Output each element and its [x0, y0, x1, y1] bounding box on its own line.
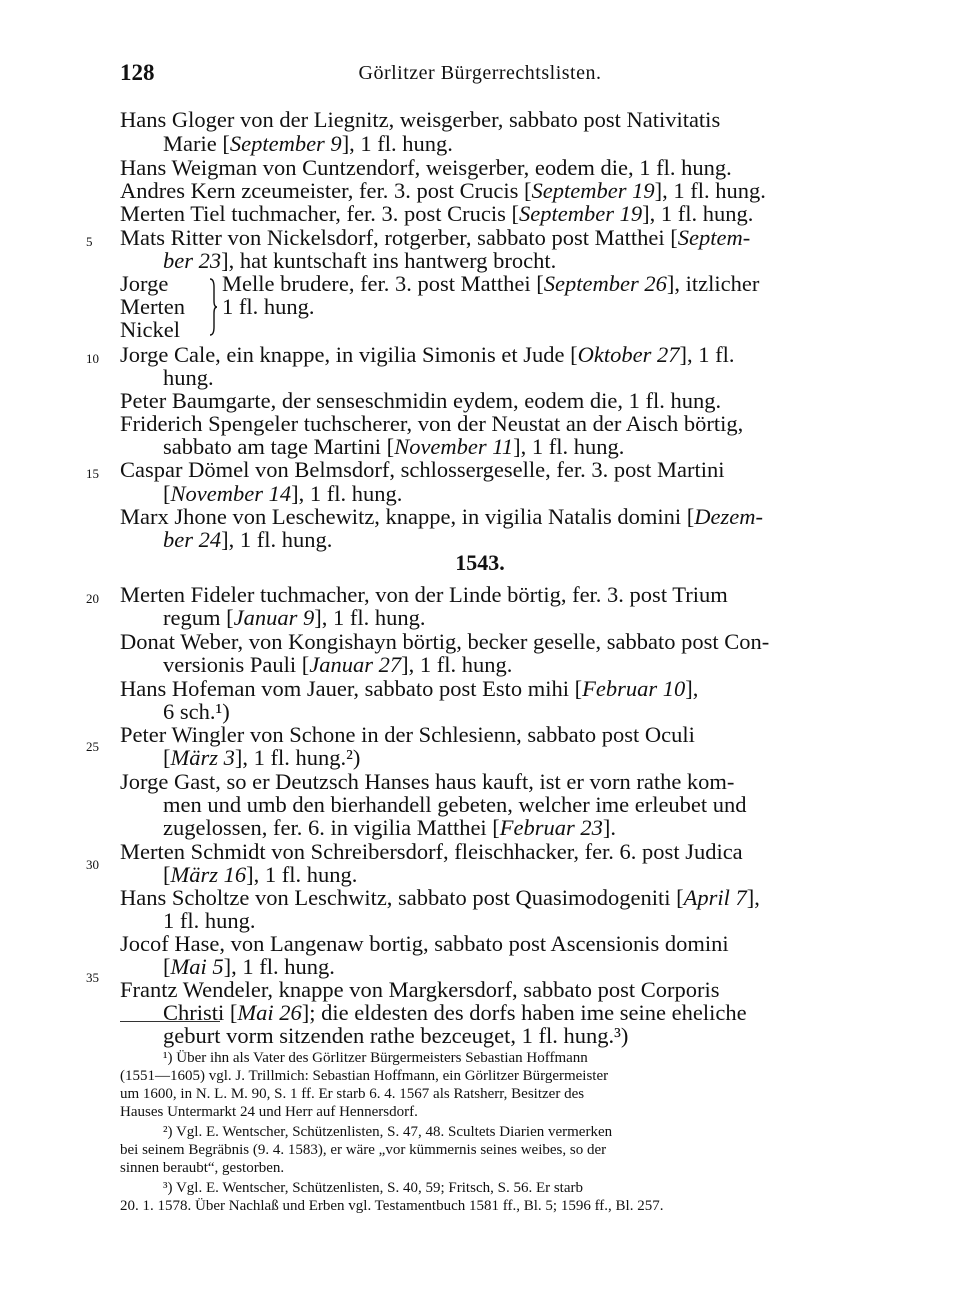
- text-line: Jorge Cale, ein knappe, in vigilia Simonis et Jude [Oktober 27], 1 fl.: [120, 342, 735, 367]
- text-line: men und umb den bierhandell gebeten, welcher ime erleubet und: [163, 792, 747, 817]
- text-line: ber 24], 1 fl. hung.: [163, 527, 333, 552]
- text-line: Frantz Wendeler, knappe von Margkersdorf, sabbato post Corporis: [120, 977, 720, 1002]
- footnote-line: um 1600, in N. L. M. 90, S. 1 ff. Er starb 6. 4. 1567 als Ratsherr, Besitzer des: [120, 1086, 585, 1102]
- text-line: Donat Weber, von Kongishayn börtig, becker geselle, sabbato post Con-: [120, 629, 770, 654]
- text-line: Hans Hofeman vom Jauer, sabbato post Esto mihi [Februar 10],: [120, 676, 699, 701]
- text-line: versionis Pauli [Januar 27], 1 fl. hung.: [163, 652, 513, 677]
- text-line: regum [Januar 9], 1 fl. hung.: [163, 605, 426, 630]
- text-line: [März 3], 1 fl. hung.²): [163, 745, 361, 770]
- text-line: Nickel: [120, 317, 180, 342]
- text-line: Marie [September 9], 1 fl. hung.: [163, 131, 453, 156]
- line-number: 35: [86, 970, 99, 985]
- text-line: [Mai 5], 1 fl. hung.: [163, 954, 335, 979]
- text-line: Hans Gloger von der Liegnitz, weisgerber, sabbato post Nativitatis: [120, 107, 721, 132]
- text-line: Christi [Mai 26]; die eldesten des dorfs haben ime seine eheliche: [163, 1000, 747, 1025]
- text-line: hung.: [163, 365, 214, 390]
- footnote-line: sinnen beraubt“, gestorben.: [120, 1160, 285, 1176]
- text-line: [März 16], 1 fl. hung.: [163, 862, 358, 887]
- line-number: 20: [86, 591, 99, 606]
- text-line: Peter Baumgarte, der senseschmidin eydem, eodem die, 1 fl. hung.: [120, 388, 722, 413]
- text-line: Hans Weigman von Cuntzendorf, weisgerber, eodem die, 1 fl. hung.: [120, 155, 732, 180]
- text-line: Merten Tiel tuchmacher, fer. 3. post Crucis [September 19], 1 fl. hung.: [120, 201, 754, 226]
- text-line: Merten Schmidt von Schreibersdorf, fleischhacker, fer. 6. post Judica: [120, 839, 743, 864]
- footnote-line: ¹) Über ihn als Vater des Görlitzer Bürgermeisters Sebastian Hoffmann: [163, 1050, 588, 1066]
- footnote-rule: [120, 1021, 220, 1022]
- brace-icon: [208, 277, 218, 337]
- footnote-line: Hauses Untermarkt 24 und Herr auf Hennersdorf.: [120, 1104, 418, 1120]
- text-line: Caspar Dömel von Belmsdorf, schlossergeselle, fer. 3. post Martini: [120, 457, 725, 482]
- footnote-line: ³) Vgl. E. Wentscher, Schützenlisten, S. 40, 59; Fritsch, S. 56. Er starb: [163, 1180, 584, 1196]
- text-line: 1 fl. hung.: [163, 908, 256, 933]
- text-line: geburt vorm sitzenden rathe bezceuget, 1 fl. hung.³): [163, 1023, 629, 1048]
- line-number: 30: [86, 857, 99, 872]
- footnote-line: 20. 1. 1578. Über Nachlaß und Erben vgl. Testamentbuch 1581 ff., Bl. 5; 1596 ff., Bl. 257.: [120, 1198, 664, 1214]
- text-line: Marx Jhone von Leschewitz, knappe, in vigilia Natalis domini [Dezem-: [120, 504, 763, 529]
- line-number: 25: [86, 739, 99, 754]
- text-line: Andres Kern zceumeister, fer. 3. post Crucis [September 19], 1 fl. hung.: [120, 178, 766, 203]
- text-line: sabbato am tage Martini [November 11], 1 fl. hung.: [163, 434, 625, 459]
- text-line: ber 23], hat kuntschaft ins hantwerg brocht.: [163, 248, 557, 273]
- line-number: 15: [86, 466, 99, 481]
- text-line: zugelossen, fer. 6. in vigilia Matthei [Februar 23].: [163, 815, 617, 840]
- text-line: Jorge: [120, 271, 169, 296]
- text-line: Jocof Hase, von Langenaw bortig, sabbato post Ascensionis domini: [120, 931, 729, 956]
- text-line: [November 14], 1 fl. hung.: [163, 481, 403, 506]
- brace-group-text-2: 1 fl. hung.: [222, 294, 315, 319]
- text-line: Jorge Gast, so er Deutzsch Hanses haus kauft, ist er vorn rathe kom-: [120, 769, 735, 794]
- line-number: 10: [86, 351, 99, 366]
- running-title: Görlitzer Bürgerrechtslisten.: [358, 62, 602, 84]
- text-line: Merten Fideler tuchmacher, von der Linde börtig, fer. 3. post Trium: [120, 582, 728, 607]
- text-line: Hans Scholtze von Leschwitz, sabbato post Quasimodogeniti [April 7],: [120, 885, 760, 910]
- text-line: Peter Wingler von Schone in der Schlesienn, sabbato post Oculi: [120, 722, 695, 747]
- footnote-line: bei seinem Begräbnis (9. 4. 1583), er wäre „vor kümmernis seines weibes, so der: [120, 1142, 607, 1158]
- text-line: Friderich Spengeler tuchscherer, von der Neustat an der Aisch börtig,: [120, 411, 744, 436]
- text-line: 6 sch.¹): [163, 699, 230, 724]
- footnote-line: ²) Vgl. E. Wentscher, Schützenlisten, S. 47, 48. Scultets Diarien vermerken: [163, 1124, 613, 1140]
- line-number: 5: [86, 234, 93, 249]
- year-heading: 1543.: [455, 550, 505, 575]
- page-number: 128: [120, 60, 155, 85]
- text-line: Merten: [120, 294, 185, 319]
- text-line: Mats Ritter von Nickelsdorf, rotgerber, sabbato post Matthei [Septem-: [120, 225, 751, 250]
- brace-group-text: Melle brudere, fer. 3. post Matthei [September 26], itzlicher: [222, 271, 760, 296]
- page-header: [120, 60, 840, 90]
- footnote-line: (1551—1605) vgl. J. Trillmich: Sebastian Hoffmann, ein Görlitzer Bürgermeister: [120, 1068, 609, 1084]
